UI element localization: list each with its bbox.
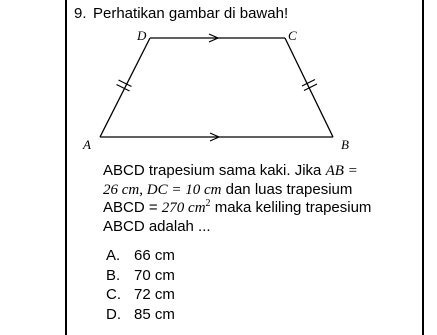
question-number: 9.: [74, 5, 87, 22]
question-title: Perhatikan gambar di bawah!: [93, 5, 289, 22]
tick-ad-1: [119, 80, 132, 87]
option-a[interactable]: A. 66 cm: [106, 247, 175, 264]
problem-line-2: 26 cm, DC = 10 cm dan luas trapesium: [103, 180, 353, 198]
problem-statement: [103, 162, 421, 236]
problem-line-1: ABCD trapesium sama kaki. Jika AB =: [103, 162, 358, 179]
side-ad: [100, 38, 150, 137]
problem-line-3: ABCD = 270 $cm^2$ maka keliling trapesium: [103, 198, 372, 216]
option-c[interactable]: C. 72 cm: [106, 286, 175, 303]
option-d[interactable]: D. 85 cm: [106, 305, 175, 323]
answer-options: [106, 246, 175, 324]
vertex-label-d: D: [137, 28, 147, 43]
vertex-label-c: C: [288, 28, 297, 43]
problem-line-4: ABCD adalah ...: [103, 217, 211, 235]
vertex-label-a: A: [83, 137, 91, 152]
trapezoid-figure: [0, 0, 437, 160]
option-b[interactable]: B. 70 cm: [106, 266, 175, 284]
vertex-label-b: B: [341, 137, 349, 152]
